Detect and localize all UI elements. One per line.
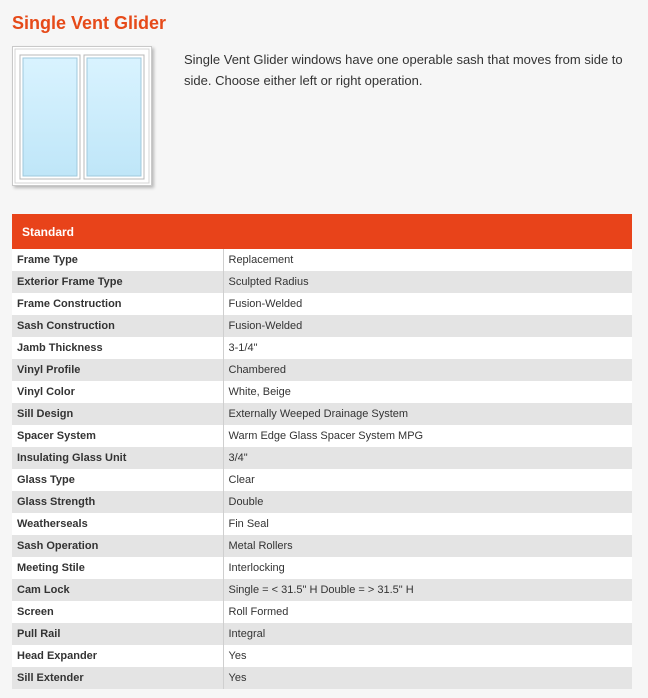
spec-label: Sash Construction bbox=[12, 315, 223, 337]
spec-label: Frame Type bbox=[12, 249, 223, 271]
spec-value: 3/4" bbox=[223, 447, 632, 469]
spec-label: Vinyl Color bbox=[12, 381, 223, 403]
spec-label: Glass Type bbox=[12, 469, 223, 491]
spec-label: Exterior Frame Type bbox=[12, 271, 223, 293]
spec-value: White, Beige bbox=[223, 381, 632, 403]
spec-table-body bbox=[12, 249, 632, 689]
spec-value: Externally Weeped Drainage System bbox=[223, 403, 632, 425]
table-row bbox=[12, 513, 632, 535]
table-row bbox=[12, 491, 632, 513]
table-row bbox=[12, 403, 632, 425]
spec-label: Vinyl Profile bbox=[12, 359, 223, 381]
spec-value: Metal Rollers bbox=[223, 535, 632, 557]
table-row bbox=[12, 249, 632, 271]
spec-value: Double bbox=[223, 491, 632, 513]
table-row bbox=[12, 315, 632, 337]
spec-label: Frame Construction bbox=[12, 293, 223, 315]
table-row bbox=[12, 535, 632, 557]
spec-label: Glass Strength bbox=[12, 491, 223, 513]
spec-label: Cam Lock bbox=[12, 579, 223, 601]
window-image bbox=[12, 46, 152, 186]
spec-label: Sill Design bbox=[12, 403, 223, 425]
table-row bbox=[12, 359, 632, 381]
spec-label: Meeting Stile bbox=[12, 557, 223, 579]
spec-value: Clear bbox=[223, 469, 632, 491]
table-row bbox=[12, 667, 632, 689]
product-description: Single Vent Glider windows have one operable sash that moves from side to side. Choose either left or right operation. bbox=[184, 52, 623, 88]
table-row bbox=[12, 601, 632, 623]
table-row bbox=[12, 271, 632, 293]
window-sliding-icon bbox=[13, 47, 151, 185]
spec-label: Screen bbox=[12, 601, 223, 623]
table-row bbox=[12, 623, 632, 645]
spec-value: Fin Seal bbox=[223, 513, 632, 535]
spec-value: Chambered bbox=[223, 359, 632, 381]
spec-value: Yes bbox=[223, 645, 632, 667]
spec-label: Head Expander bbox=[12, 645, 223, 667]
spec-value: Integral bbox=[223, 623, 632, 645]
spec-value: Yes bbox=[223, 667, 632, 689]
table-row bbox=[12, 293, 632, 315]
spec-value: Fusion-Welded bbox=[223, 293, 632, 315]
spec-label: Sash Operation bbox=[12, 535, 223, 557]
table-row bbox=[12, 337, 632, 359]
spec-label: Spacer System bbox=[12, 425, 223, 447]
table-header: Standard bbox=[12, 214, 632, 249]
page-title: Single Vent Glider bbox=[12, 13, 167, 33]
table-header-row bbox=[12, 214, 632, 249]
spec-value: Sculpted Radius bbox=[223, 271, 632, 293]
table-row bbox=[12, 425, 632, 447]
spec-value: Single = < 31.5" H Double = > 31.5" H bbox=[223, 579, 632, 601]
table-row bbox=[12, 447, 632, 469]
table-row bbox=[12, 469, 632, 491]
table-row bbox=[12, 579, 632, 601]
table-row bbox=[12, 557, 632, 579]
spec-value: Interlocking bbox=[223, 557, 632, 579]
spec-value: Warm Edge Glass Spacer System MPG bbox=[223, 425, 632, 447]
spec-label: Jamb Thickness bbox=[12, 337, 223, 359]
spec-label: Sill Extender bbox=[12, 667, 223, 689]
table-row bbox=[12, 381, 632, 403]
spec-value: Roll Formed bbox=[223, 601, 632, 623]
table-row bbox=[12, 645, 632, 667]
spec-table bbox=[12, 214, 632, 689]
spec-value: Replacement bbox=[223, 249, 632, 271]
spec-value: 3-1/4" bbox=[223, 337, 632, 359]
spec-value: Fusion-Welded bbox=[223, 315, 632, 337]
spec-label: Weatherseals bbox=[12, 513, 223, 535]
spec-label: Pull Rail bbox=[12, 623, 223, 645]
spec-label: Insulating Glass Unit bbox=[12, 447, 223, 469]
